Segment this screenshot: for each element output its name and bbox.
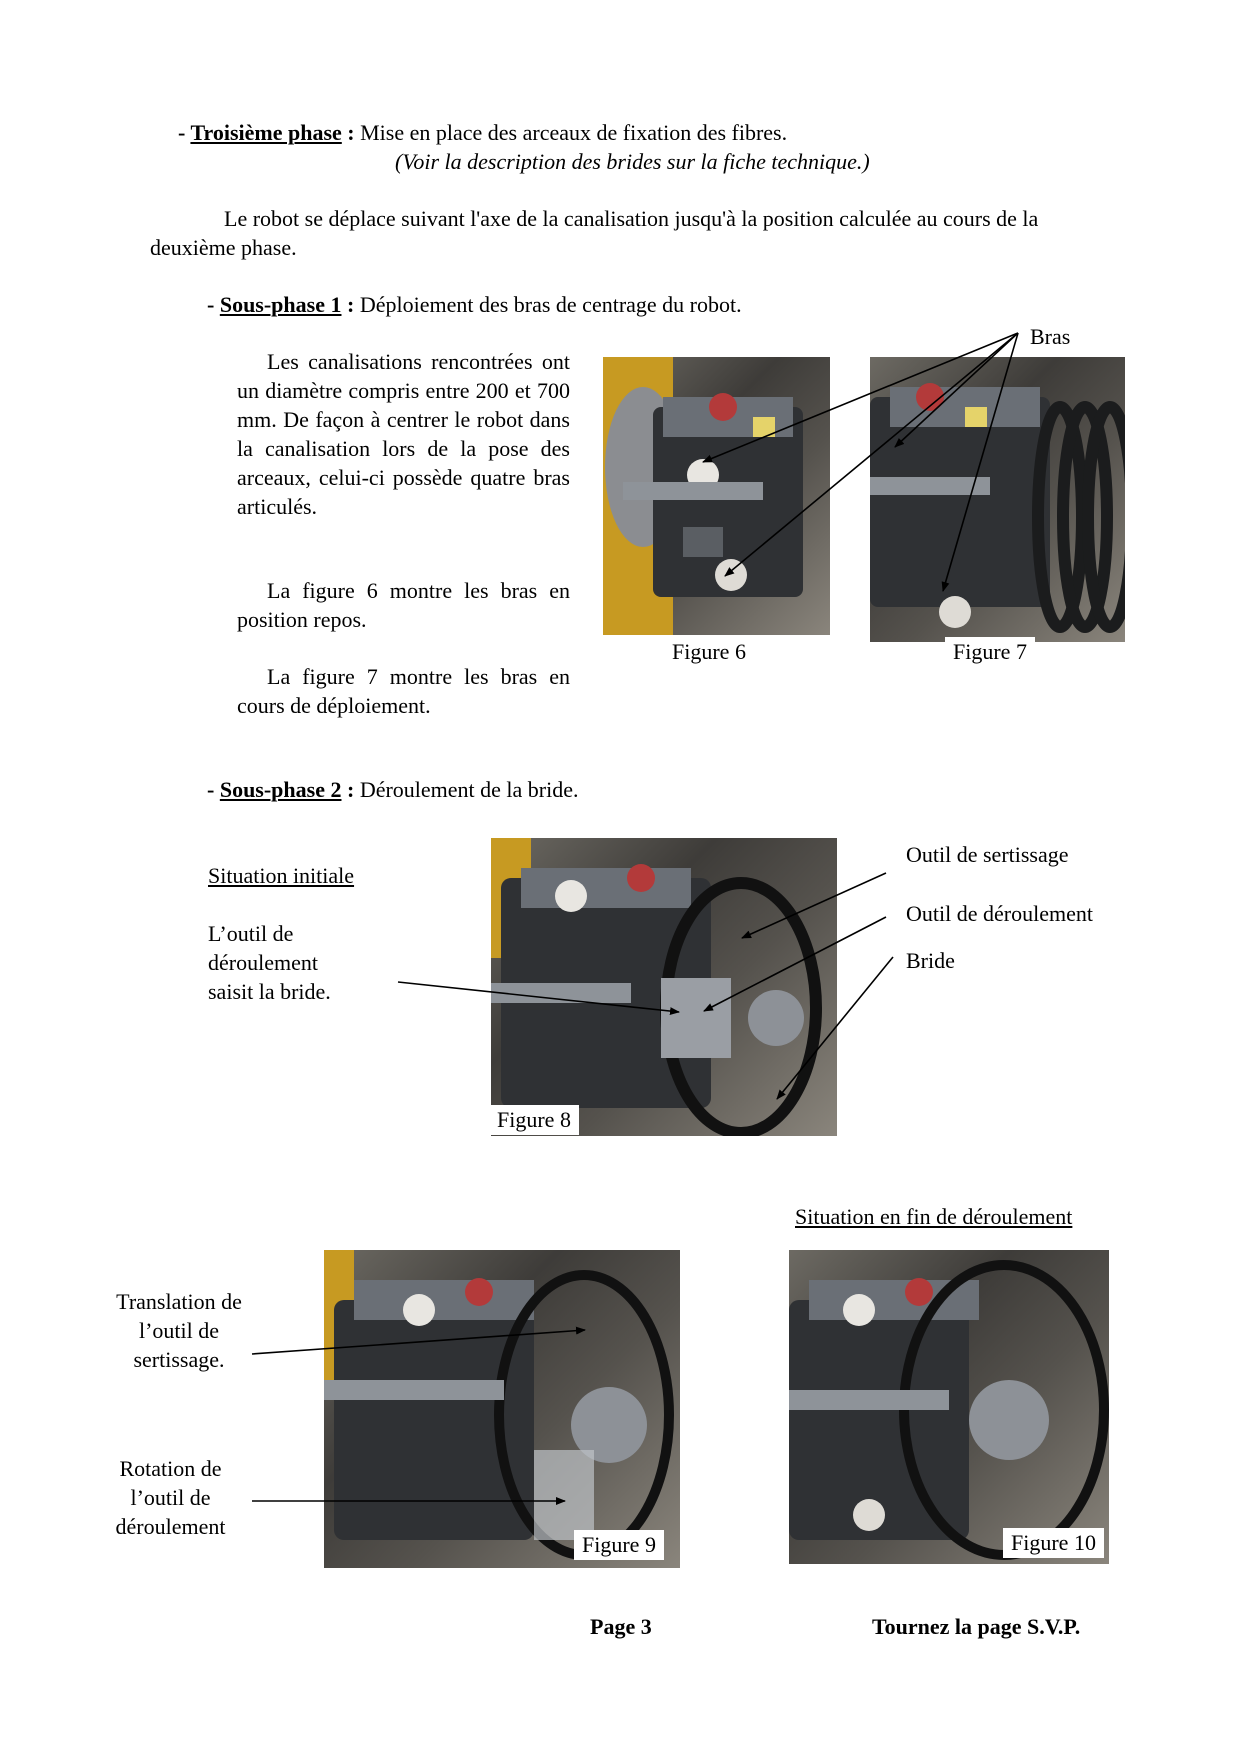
robot-illustration <box>603 357 830 635</box>
translation-line-2: l’outil de <box>138 1318 220 1343</box>
figure-7-image <box>870 357 1125 642</box>
outil-saisit-line-3: saisit la bride. <box>208 979 331 1004</box>
rotation-line-1: Rotation de <box>119 1456 222 1481</box>
robot-illustration <box>324 1250 680 1568</box>
robot-illustration <box>491 838 837 1136</box>
subphase1-heading: - Sous-phase 1 : Déploiement des bras de centrage du robot. <box>207 292 742 317</box>
robot-illustration <box>870 357 1125 642</box>
intro-line1: Le robot se déplace suivant l'axe de la canalisation jusqu'à la position calculée au cours de la <box>224 206 1039 231</box>
label-outil-sertissage: Outil de sertissage <box>906 842 1069 867</box>
rotation-line-3: déroulement <box>115 1514 226 1539</box>
figure-10-caption: Figure 10 <box>1003 1528 1104 1558</box>
turn-page-note: Tournez la page S.V.P. <box>872 1614 1081 1639</box>
figure-8-caption: Figure 8 <box>489 1105 579 1135</box>
phase3-note: (Voir la description des brides sur la fiche technique.) <box>395 149 870 174</box>
figure-6-image <box>603 357 830 635</box>
label-outil-deroulement: Outil de déroulement <box>906 901 1093 926</box>
translation-line-1: Translation de <box>116 1289 242 1314</box>
figure-10-image <box>789 1250 1109 1564</box>
figure-8-image <box>491 838 837 1136</box>
intro-line2: deuxième phase. <box>150 235 297 260</box>
subphase1-paragraph-3: La figure 7 montre les bras en cours de déploiement. <box>237 664 570 718</box>
outil-saisit-line-2: déroulement <box>208 950 318 975</box>
subphase1-title: Sous-phase 1 <box>219 292 342 317</box>
subphase2-heading: - Sous-phase 2 : Déroulement de la bride. <box>207 777 579 802</box>
label-bras: Bras <box>1025 322 1075 352</box>
situation-initiale-label: Situation initiale <box>208 863 355 888</box>
label-bride: Bride <box>906 948 955 973</box>
subphase2-text: Déroulement de la bride. <box>359 777 579 802</box>
situation-fin-label: Situation en fin de déroulement <box>795 1204 1073 1229</box>
phase3-text: Mise en place des arceaux de fixation des fibres. <box>360 120 788 145</box>
figure-9-caption: Figure 9 <box>574 1530 664 1560</box>
phase3-heading: - Troisième phase : Mise en place des arceaux de fixation des fibres. <box>178 120 788 145</box>
outil-saisit-line-1: L’outil de <box>208 921 294 946</box>
figure-9-image <box>324 1250 680 1568</box>
subphase2-title: Sous-phase 2 <box>219 777 342 802</box>
subphase1-paragraph-2: La figure 6 montre les bras en position repos. <box>237 578 570 632</box>
rotation-line-2: l’outil de <box>130 1485 211 1510</box>
translation-line-3: sertissage. <box>133 1347 225 1372</box>
subphase1-text: Déploiement des bras de centrage du robot. <box>359 292 742 317</box>
subphase1-paragraph-1: Les canalisations rencontrées ont un diamètre compris entre 200 et 700 mm. De façon à centrer le robot dans la canalisation lors de la pose des arceaux, celui-ci possède quatre bras articulés. <box>237 349 570 519</box>
figure-7-caption: Figure 7 <box>945 637 1035 667</box>
page-number: Page 3 <box>590 1614 652 1639</box>
figure-6-caption: Figure 6 <box>664 637 754 667</box>
phase3-title: Troisième phase <box>190 120 342 145</box>
robot-illustration <box>789 1250 1109 1564</box>
